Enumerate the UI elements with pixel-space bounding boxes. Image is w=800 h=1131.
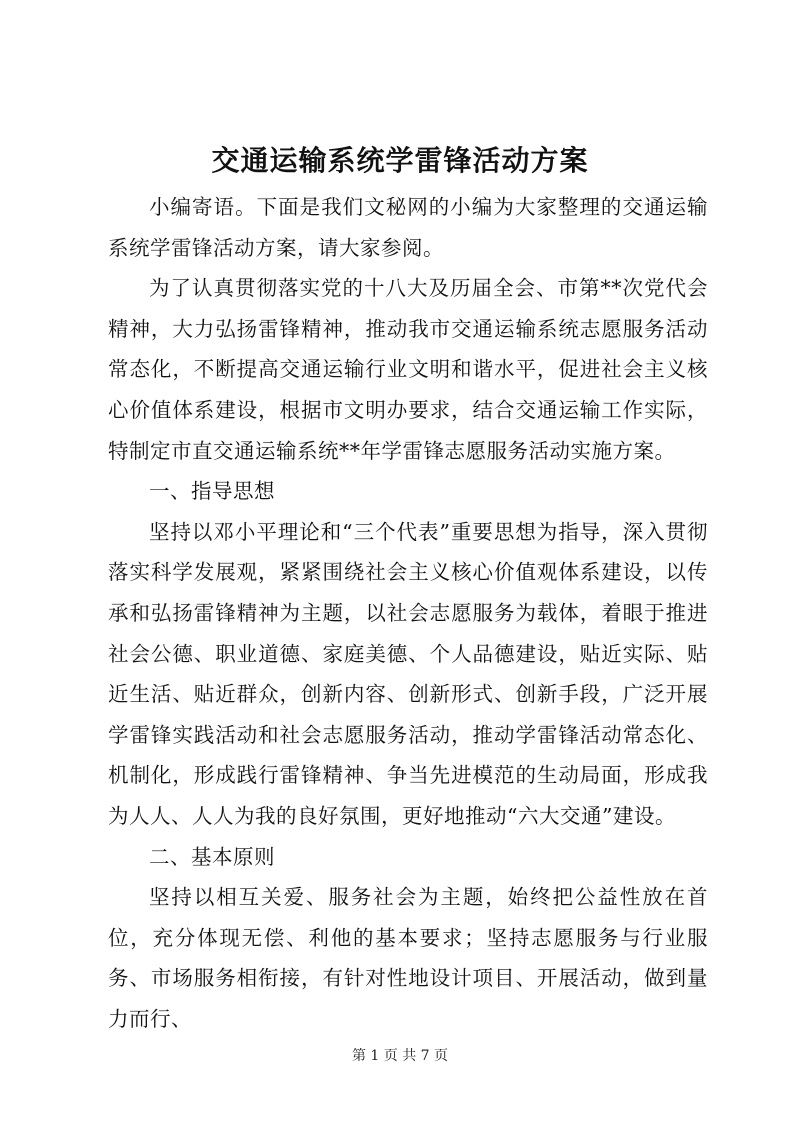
section-heading-guiding-thought: 一、指导思想 xyxy=(149,479,275,504)
intro-paragraph: 小编寄语。下面是我们文秘网的小编为大家整理的交通运输系统学雷锋活动方案，请大家参阅。 xyxy=(108,195,708,260)
purpose-paragraph: 为了认真贯彻落实党的十八大及历届全会、市第**次党代会精神，大力弘扬雷锋精神，推动我市交通运输系统志愿服务活动常态化，不断提高交通运输行业文明和谐水平，促进社会主义核心价值体系建设，根据市文明办要求，结合交通运输工作实际，特制定市直交通运输系统**年学雷锋志愿服务活动实施方案。 xyxy=(108,276,708,463)
section-heading-basic-principles: 二、基本原则 xyxy=(149,844,275,869)
guiding-thought-paragraph: 坚持以邓小平理论和“三个代表”重要思想为指导，深入贯彻落实科学发展观，紧紧围绕社会主义核心价值观体系建设，以传承和弘扬雷锋精神为主题，以社会志愿服务为载体，着眼于推进社会公德、职业道德、家庭美德、个人品德建设，贴近实际、贴近生活、贴近群众，创新内容、创新形式、创新手段，广泛开展学雷锋实践活动和社会志愿服务活动，推动学雷锋活动常态化、机制化，形成践行雷锋精神、争当先进模范的生动局面，形成我为人人、人人为我的良好氛围，更好地推动“六大交通”建设。 xyxy=(108,519,708,828)
document-title: 交通运输系统学雷锋活动方案 xyxy=(211,144,589,177)
basic-principles-paragraph: 坚持以相互关爱、服务社会为主题，始终把公益性放在首位，充分体现无偿、利他的基本要求；坚持志愿服务与行业服务、市场服务相衔接，有针对性地设计项目、开展活动，做到量力而行、 xyxy=(108,885,708,1031)
page-footer: 第 1 页 共 7 页 xyxy=(351,1048,449,1064)
document-body xyxy=(108,187,708,1039)
